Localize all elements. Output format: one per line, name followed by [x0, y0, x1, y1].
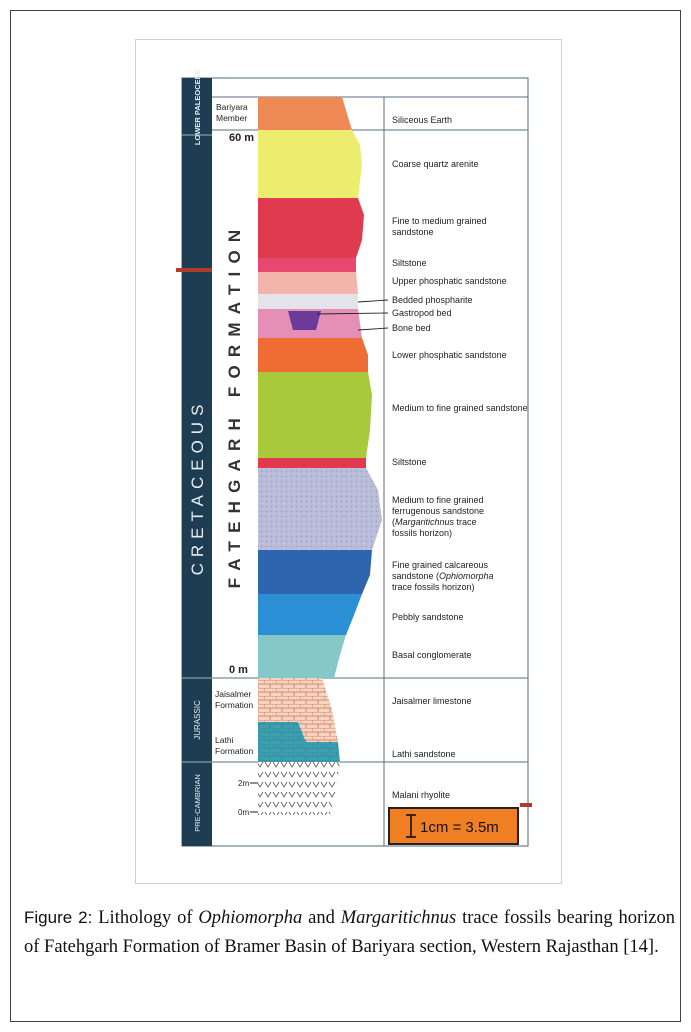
scale-pc-2m: 2m — [238, 779, 250, 788]
layer-medium-fine-sandstone — [258, 372, 372, 458]
label-gastropod-bed: Gastropod bed — [392, 308, 452, 318]
label-line-2: Member — [216, 113, 248, 123]
label-ferrugenous-line4: fossils horizon) — [392, 528, 453, 538]
layer-gastropod-bed — [288, 311, 321, 330]
caption-text-1: Lithology of — [92, 908, 199, 928]
scale-pc-0m: 0m — [238, 808, 250, 817]
label-medium-fine-sandstone: Medium to fine grained sandstone — [392, 403, 528, 413]
layer-malani-rhyolite — [258, 762, 340, 815]
label-fine-medium-sandstone-text: Fine to medium grained — [392, 216, 487, 226]
period-precambrian: PRE-CAMBRIAN — [193, 774, 202, 832]
label-ferrugenous-line1: Medium to fine grained — [392, 495, 484, 505]
label-lathi-formation-line-1: Lathi — [215, 735, 234, 745]
layer-siltstone-upper — [258, 258, 356, 272]
period-lower-paleocene: LOWER PALEOCENE — [193, 68, 202, 146]
label-jaisalmer-formation-line-2: Formation — [215, 700, 254, 710]
label-ferrugenous-line2: ferrugenous sandstone — [392, 506, 485, 516]
label-bariyara-member — [216, 102, 250, 123]
layer-upper-phosphatic-sandstone — [258, 272, 358, 294]
label-upper-phosphatic-sandstone: Upper phosphatic sandstone — [392, 276, 507, 286]
label-ferrugenous-line3: (Margaritichnus trace — [392, 517, 477, 527]
caption-taxon-margaritichnus: Margaritichnus — [340, 908, 457, 928]
layer-basal-conglomerate — [258, 635, 346, 678]
period-jurassic: JURASSIC — [193, 700, 202, 740]
caption-text-2: and — [302, 908, 341, 928]
label-siltstone-upper: Siltstone — [392, 258, 427, 268]
scale-bar-label: 1cm = 3.5m — [420, 819, 499, 836]
layer-ferrugenous-sandstone — [258, 468, 382, 550]
formation-title: FATEHGARH FORMATION — [225, 221, 244, 589]
caption-taxon-ophiomorpha: Ophiomorpha — [198, 908, 303, 928]
layer-pebbly-sandstone — [258, 594, 362, 635]
label-calcareous-line1: Fine grained calcareous — [392, 560, 489, 570]
scale-60m: 60 m — [229, 132, 255, 144]
label-lathi-formation-line-2: Formation — [215, 746, 254, 756]
label-ferrugenous-trace: trace — [454, 517, 477, 527]
label-pebbly-sandstone: Pebbly sandstone — [392, 612, 464, 622]
label-taxon-ophiomorpha: Ophiomorpha — [439, 571, 494, 581]
label-lower-phosphatic-sandstone: Lower phosphatic sandstone — [392, 350, 507, 360]
period-cretaceous: CRETACEOUS — [188, 398, 207, 576]
label-siltstone-lower: Siltstone — [392, 457, 427, 467]
layer-siliceous-earth — [258, 97, 352, 130]
label-jaisalmer-formation — [215, 689, 254, 710]
caption-label: Figure 2: — [24, 908, 93, 927]
label-siliceous-earth: Siliceous Earth — [392, 115, 453, 125]
accent-band — [176, 268, 212, 272]
label-jaisalmer-limestone: Jaisalmer limestone — [392, 696, 472, 706]
label-bedded-phospharite: Bedded phospharite — [392, 295, 473, 305]
label-line-2: sandstone — [392, 227, 434, 237]
accent-band — [520, 803, 532, 807]
layer-siltstone-lower — [258, 458, 366, 468]
label-bone-bed: Bone bed — [392, 323, 431, 333]
caption-text-3: trace fossils bearing horizon of Fatehgarh Formation of Bramer Basin of Bariyara section, Western Rajasthan [14]. — [24, 908, 675, 957]
label-calcareous-pre: sandstone ( — [392, 571, 440, 581]
scale-0m: 0 m — [229, 664, 248, 676]
label-coarse-quartz-arenite: Coarse quartz arenite — [392, 159, 479, 169]
layer-fine-medium-sandstone — [258, 198, 364, 258]
label-calcareous-line2 — [392, 571, 494, 581]
label-malani-rhyolite: Malani rhyolite — [392, 790, 451, 800]
label-basal-conglomerate: Basal conglomerate — [392, 650, 472, 660]
label-jaisalmer-formation-line-1: Jaisalmer — [215, 689, 252, 699]
label-taxon-margaritichnus: Margaritichnus — [395, 517, 455, 527]
label-calcareous-line3: trace fossils horizon) — [392, 582, 475, 592]
label-lathi-sandstone: Lathi sandstone — [392, 749, 456, 759]
layer-calcareous-sandstone — [258, 550, 372, 594]
layer-bedded-phospharite — [258, 294, 358, 309]
label-bariyara-member-text: Bariyara — [216, 102, 248, 112]
layer-lower-phosphatic-sandstone — [258, 338, 368, 372]
figure-caption — [24, 903, 675, 962]
layer-coarse-quartz-arenite — [258, 130, 362, 198]
